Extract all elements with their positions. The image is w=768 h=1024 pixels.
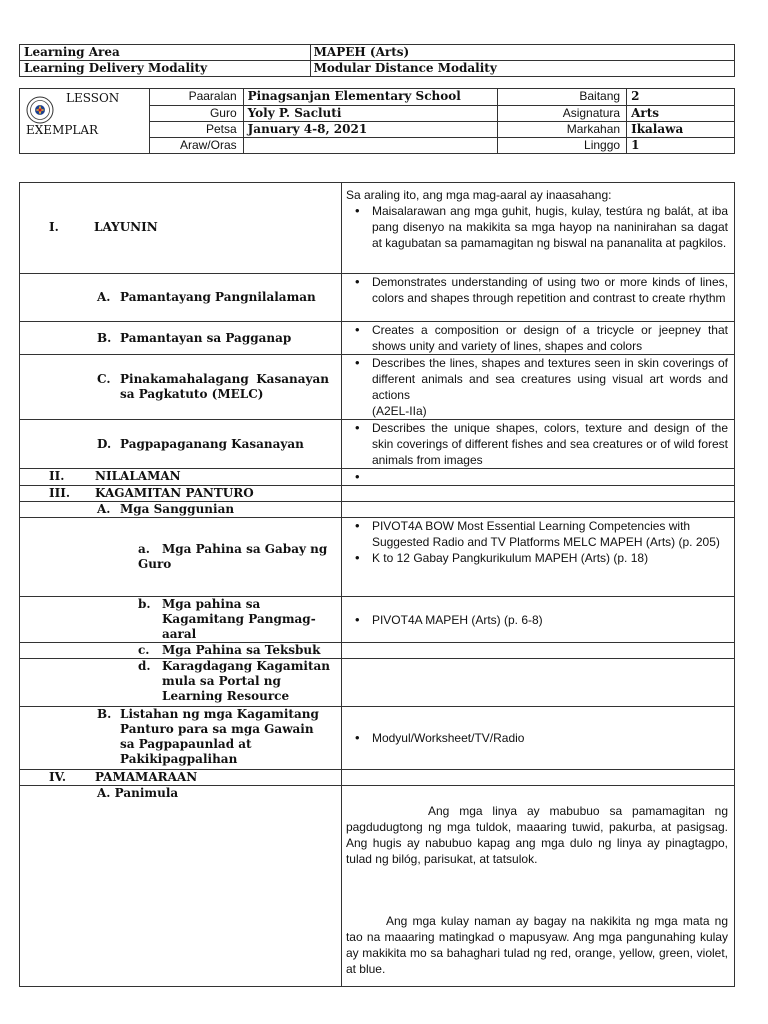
iiia-num: A. [97,502,111,516]
iiib-label: Listahan ng mga Kagamitang Panturo para sa mga Gawain sa Pagpapaunlad at Pakikipagpalihan [120,707,319,766]
a-b-label: Mga pahina sa Kagamitang Pangmag-aaral [162,597,316,641]
subject-value: Arts [627,106,735,122]
learning-area-value: MAPEH (Arts) [310,45,734,61]
date-value: January 4-8, 2021 [243,122,498,138]
kagamitang-content [341,597,734,643]
sanggunian-row [20,502,342,518]
time-value [243,138,498,154]
c-code: (A2EL-IIa) [371,404,427,418]
d-num: D. [97,436,112,451]
a-b-value: • PIVOT4A MAPEH (Arts) (p. 6-8) [346,612,728,628]
learning-area-label: Learning Area [20,45,311,61]
layunin-label: LAYUNIN [94,220,158,234]
d-content [341,420,734,469]
c-value: • Describes the lines, shapes and textures seen in skin coverings of different animals and sea creatures using visual art words and actions [346,355,728,403]
iiib-num: B. [97,707,112,721]
b-label: Pamantayan sa Pagganap [120,330,292,345]
sanggunian-content [341,502,734,518]
listahan-content [341,707,734,770]
d-value: • Describes the unique shapes, colors, texture and design of the skin coverings of different fishes and sea creatures or of wild forest animals from images [346,420,728,468]
modality-label: Learning Delivery Modality [20,61,311,77]
a-d-num: d. [138,659,151,673]
a-label: Pamantayang Pangnilalaman [120,290,316,304]
week-value: 1 [627,138,735,154]
listahan-row [20,707,342,770]
b-content [341,322,734,355]
layunin-row-label [20,183,342,274]
quarter-value: Ikalawa [627,122,735,138]
week-label: Linggo [498,138,627,154]
gabay-guro-content [341,518,734,597]
gabay-guro-row [20,518,342,597]
lesson-exemplar-cell [20,89,150,154]
c-content [341,355,734,420]
a-num: A. [97,290,111,304]
a-c-label: Mga Pahina sa Teksbuk [162,643,321,657]
teacher-label: Guro [149,106,243,122]
a-a-value1: • PIVOT4A BOW Most Essential Learning Competencies with Suggested Radio and TV Platforms MELC MAPEH (Arts) (p. 205) [346,518,728,550]
c-label: Pinakamahalagang Kasanayan sa Pagkatuto (MELC) [120,372,329,401]
a-d-label: Karagdagang Kagamitan mula sa Portal ng Learning Resource [162,659,330,703]
d-label: Pagpapaganang Kasanayan [120,436,304,451]
kagamitan-content [341,486,734,502]
iiia-label: Mga Sanggunian [120,502,235,516]
grade-value: 2 [627,89,735,106]
a-b-num: b. [138,597,151,611]
quarter-label: Markahan [498,122,627,138]
iii-num: III. [49,486,71,500]
pamantayang-pangnilalaman-row [20,274,342,322]
deped-seal-icon [26,96,54,124]
pamamaraan-row [20,770,342,786]
panimula-content [341,786,734,987]
a-a-label: Mga Pahina sa Gabay ng Guro [138,542,328,571]
iva-label: A. Panimula [97,786,179,800]
layunin-intro: Sa araling ito, ang mga mag-aaral ay inaasahang: [345,188,612,202]
nilalaman-bullet [346,469,734,485]
school-label: Paaralan [149,89,243,106]
layunin-bullet: • Maisalarawan ang mga guhit, hugis, kulay, testúra ng balát, at iba pang disenyo na makikita sa mga hayop na naninirahan sa dagat at kagubatan sa pamamagitan ng biswal na pananalita at pagkilos. [346,203,728,251]
panimula-row [20,786,342,987]
portal-row [20,659,342,707]
portal-content [341,659,734,707]
ii-label: NILALAMAN [95,469,181,483]
pagpapaganang-row [20,420,342,469]
main-table [19,182,735,987]
melc-row [20,355,342,420]
iv-num: IV. [49,770,67,784]
nilalaman-row [20,469,342,486]
b-num: B. [97,330,112,345]
kagamitan-row [20,486,342,502]
iva-p2: Ang mga kulay naman ay bagay na nakikita ng mga mata ng tao na maaaring matingkad o mapusyaw. Ang mga pangunahing kulay ay makikita mo sa bahaghari tulad ng red, orange, yellow, green, violet, at blue. [345,914,728,976]
layunin-num: I. [49,220,59,234]
date-label: Petsa [149,122,243,138]
subject-label: Asignatura [498,106,627,122]
a-a-num: a. [138,542,150,556]
iiib-value: • Modyul/Worksheet/TV/Radio [346,730,728,746]
a-content [341,274,734,322]
a-a-value2: • K to 12 Gabay Pangkurikulum MAPEH (Arts) (p. 18) [346,550,728,566]
exemplar-text: EXEMPLAR [26,123,99,137]
grade-label: Baitang [498,89,627,106]
teksbuk-content [341,643,734,659]
a-c-num: c. [138,643,150,657]
school-value: Pinagsanjan Elementary School [243,89,498,106]
iv-label: PAMAMARAAN [95,770,198,784]
time-label: Araw/Oras [149,138,243,154]
nilalaman-content [341,469,734,486]
pamantayan-sa-pagganap-row [20,322,342,355]
iva-p1: Ang mga linya ay mabubuo sa pamamagitan ng pagdudugtong ng mga tuldok, maaaring tuwid, pakurba, at pasigsag. Ang hugis ay nabubuo kapag ang mga dulo ng linya ay pinagtagpo, tulad ng bilóg, parisukat, at tatsulok. [345,804,728,866]
lesson-text: LESSON [66,91,120,105]
top-table [19,44,735,77]
teksbuk-row [20,643,342,659]
modality-value: Modular Distance Modality [310,61,734,77]
teacher-value: Yoly P. Sacluti [243,106,498,122]
kagamitang-pangmag-aaral-row [20,597,342,643]
pamamaraan-content [341,770,734,786]
ii-num: II. [49,469,65,483]
header-table [19,88,735,154]
c-num: C. [97,372,111,386]
layunin-content [341,183,734,274]
b-value: • Creates a composition or design of a tricycle or jeepney that shows unity and variety of lines, shapes and colors [346,322,728,354]
iii-label: KAGAMITAN PANTURO [95,486,254,500]
a-value: • Demonstrates understanding of using two or more kinds of lines, colors and shapes through repetition and contrast to create rhythm [346,274,728,306]
